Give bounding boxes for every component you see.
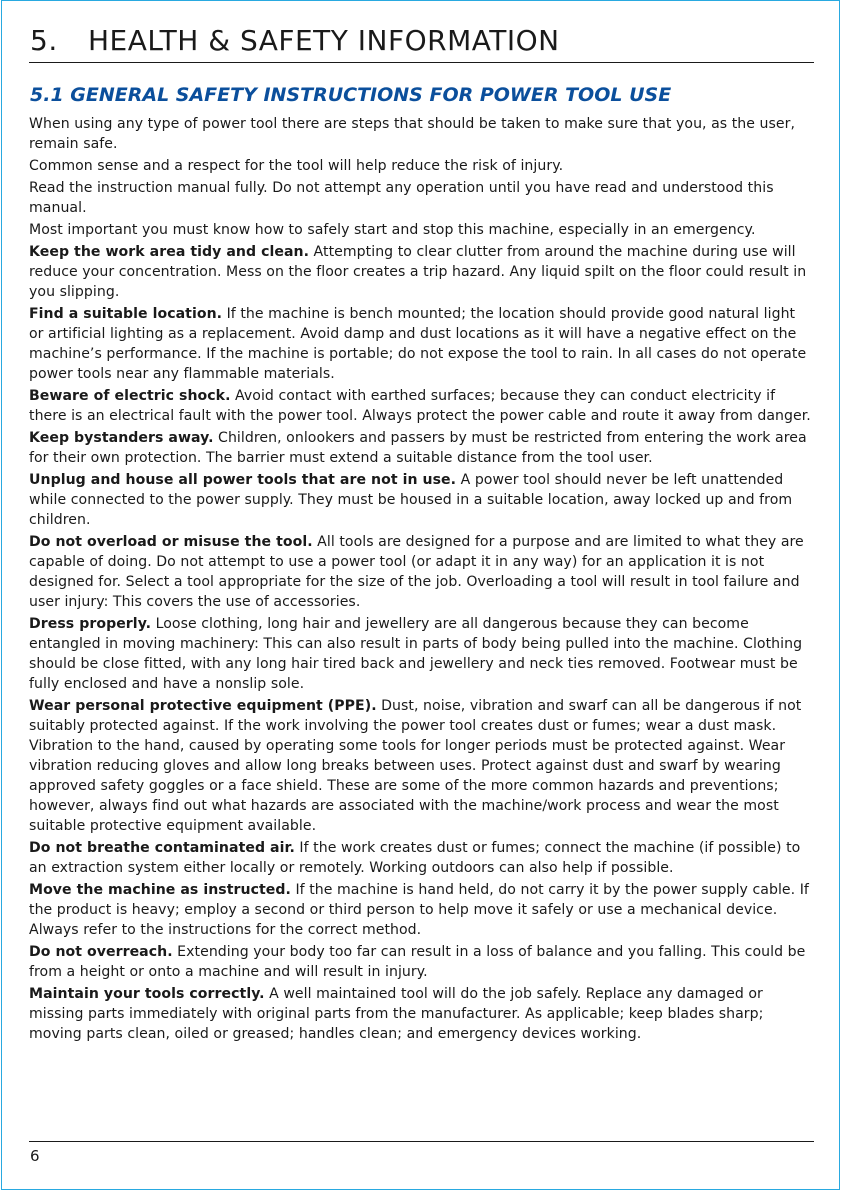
safety-rule <box>29 984 814 1044</box>
safety-rule <box>29 242 814 302</box>
safety-rule-text: Extending your body too far can result in a loss of balance and you falling. This could be from a height or onto a machine and will result in injury. <box>29 944 806 980</box>
subsection-title: 5.1 GENERAL SAFETY INSTRUCTIONS FOR POWER TOOL USE <box>30 84 672 106</box>
safety-rule-lead: Keep the work area tidy and clean. <box>29 244 310 260</box>
intro-paragraph: When using any type of power tool there are steps that should be taken to make sure that you, as the user, remain safe. <box>29 116 796 152</box>
safety-rule <box>29 386 814 426</box>
page-number: 6 <box>30 1147 40 1165</box>
safety-rule-text: Dust, noise, vibration and swarf can all be dangerous if not suitably protected against. If the work involving the power tool creates dust or fumes; wear a dust mask. Vibration to the hand, caused by operating some tools for longer periods must be protected against. Wear vibration reducing gloves and allow long breaks between uses. Protect against dust and swarf by wearing approved safety goggles or a face shield. These are some of the more common hazards and preventions; however, always find out what hazards are associated with the machine/work process and wear the most suitable protective equipment available. <box>29 698 802 834</box>
safety-rule-text: All tools are designed for a purpose and are limited to what they are capable of doing. Do not attempt to use a power tool (or adapt it in any way) for an application it is not designed for. Select a tool appropriate for the size of the job. Overloading a tool will result in tool failure and user injury: This covers the use of accessories. <box>29 534 804 610</box>
safety-rule-lead: Move the machine as instructed. <box>29 882 291 898</box>
section-number: 5. <box>30 24 58 57</box>
safety-rule-lead: Do not overreach. <box>29 944 173 960</box>
safety-rule <box>29 880 814 940</box>
safety-rule-lead: Keep bystanders away. <box>29 430 214 446</box>
safety-rule <box>29 428 814 468</box>
safety-rule <box>29 838 814 878</box>
intro-paragraph: Read the instruction manual fully. Do not attempt any operation until you have read and understood this manual. <box>29 180 774 216</box>
safety-rule <box>29 532 814 612</box>
safety-rule <box>29 942 814 982</box>
safety-rule-text: Loose clothing, long hair and jewellery are all dangerous because they can become entangled in moving machinery: This can also result in parts of body being pulled into the machine. Clothing should be close fitted, with any long hair tired back and jewellery and neck ties removed. Footwear must be fully enclosed and have a nonslip sole. <box>29 616 803 692</box>
safety-rule <box>29 304 814 384</box>
intro-paragraph: Most important you must know how to safely start and stop this machine, especially in an emergency. <box>29 222 756 238</box>
footer-divider <box>29 1141 814 1142</box>
heading-divider <box>29 62 814 63</box>
safety-rule-lead: Do not breathe contaminated air. <box>29 840 295 856</box>
safety-instructions-body <box>29 114 814 1046</box>
safety-rule-text: A well maintained tool will do the job safely. Replace any damaged or missing parts immediately with original parts from the manufacturer. As applicable; keep blades sharp; moving parts clean, oiled or greased; handles clean; and emergency devices working. <box>29 986 764 1042</box>
safety-rule-lead: Wear personal protective equipment (PPE). <box>29 698 377 714</box>
section-title: HEALTH & SAFETY INFORMATION <box>88 24 560 57</box>
safety-rule-lead: Maintain your tools correctly. <box>29 986 265 1002</box>
safety-rule-text: If the work creates dust or fumes; connect the machine (if possible) to an extraction system either locally or remotely. Working outdoors can also help if possible. <box>29 840 801 876</box>
safety-rule-text: Avoid contact with earthed surfaces; because they can conduct electricity if there is an electrical fault with the power tool. Always protect the power cable and route it away from danger. <box>29 388 811 424</box>
safety-rule-text: Children, onlookers and passers by must be restricted from entering the work area for their own protection. The barrier must extend a suitable distance from the tool user. <box>29 430 807 466</box>
safety-rule-text: A power tool should never be left unattended while connected to the power supply. They must be housed in a suitable location, away locked up and from children. <box>29 472 793 528</box>
safety-rule <box>29 696 814 836</box>
safety-rule-text: If the machine is hand held, do not carry it by the power supply cable. If the product is heavy; employ a second or third person to help move it safely or use a mechanical device. Always refer to the instructions for the correct method. <box>29 882 809 938</box>
safety-rule <box>29 614 814 694</box>
safety-rule-lead: Unplug and house all power tools that are not in use. <box>29 472 457 488</box>
safety-rule-text: If the machine is bench mounted; the location should provide good natural light or artificial lighting as a replacement. Avoid damp and dust locations as it will have a negative effect on the machine’s performance. If the machine is portable; do not expose the tool to rain. In all cases do not operate power tools near any flammable materials. <box>29 306 807 382</box>
safety-rule-lead: Beware of electric shock. <box>29 388 231 404</box>
safety-rule-lead: Find a suitable location. <box>29 306 223 322</box>
safety-rule <box>29 470 814 530</box>
safety-rule-lead: Dress properly. <box>29 616 152 632</box>
intro-paragraph: Common sense and a respect for the tool will help reduce the risk of injury. <box>29 158 564 174</box>
safety-rule-lead: Do not overload or misuse the tool. <box>29 534 313 550</box>
section-heading <box>30 24 560 57</box>
safety-rule-text: Attempting to clear clutter from around the machine during use will reduce your concentration. Mess on the floor creates a trip hazard. Any liquid spilt on the floor could result in you slipping. <box>29 244 807 300</box>
